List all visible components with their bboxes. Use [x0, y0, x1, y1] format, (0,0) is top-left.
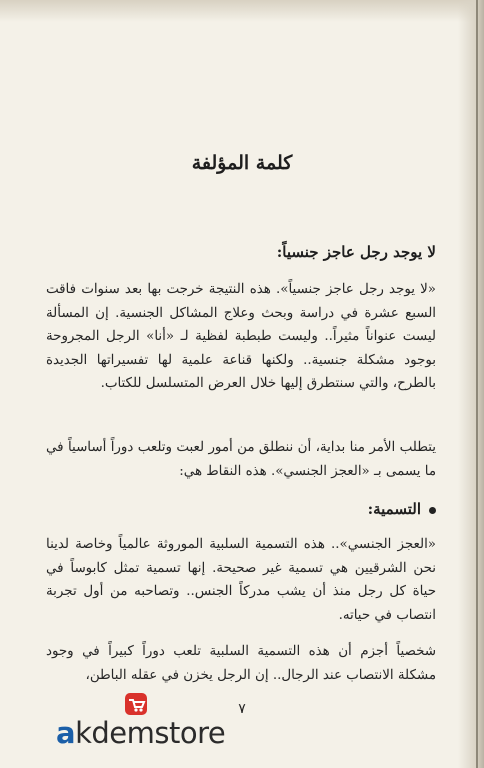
paragraph-2: يتطلب الأمر منا بداية، أن ننطلق من أمور لعبت وتلعب دوراً أساسياً في ما يسمى بـ «العجز الجنسي». هذه النقاط هي:	[46, 440, 436, 479]
bullet-paragraph-2: شخصياً أجزم أن هذه التسمية السلبية تلعب دوراً كبيراً في وجود مشكلة الانتصاب عند الرجال.. إن الرجل يخزن في عقله الباطن،	[46, 644, 436, 683]
watermark-prefix: a	[56, 716, 76, 750]
bullet-paragraph-1: «العجز الجنسي».. هذه التسمية السلبية الموروثة عالمياً وخاصة لدينا نحن الشرقيين هي تسمية غير صحيحة. إنها تسمية تمثل كابوساً في حياة كل رجل منذ أن يشب مدركاً الجنس.. وتصاحبه من أول تجربة انتصاب في حياته.	[46, 537, 436, 623]
book-spine-edge	[458, 0, 484, 768]
section-heading: لا يوجد رجل عاجز جنسياً:	[276, 243, 436, 261]
watermark-rest: kdemstore	[75, 716, 226, 750]
bullet-icon	[429, 507, 436, 514]
book-spine-line	[476, 0, 478, 768]
paragraph-1: «لا يوجد رجل عاجز جنسياً». هذه النتيجة خرجت بها بعد سنوات فاقت السبع عشرة في دراسة وبحث وعلاج المشاكل الجنسية. إن المسألة ليست عنواناً مثيراً.. وليست طبطبة لفظية لـ «أنا» الرجل المجروحة بوجود مشكلة جنسية.. ولكنها قناعة علمية لها تفسيراتها الجديدة بالطرح، والتي سنتطرق إليها خلال العرض المتسلسل للكتاب.	[46, 282, 436, 392]
page-number: ٧	[238, 701, 246, 717]
watermark-text	[56, 716, 226, 750]
bullet-heading-row	[46, 500, 436, 518]
akdemstore-watermark	[56, 690, 226, 756]
book-cart-icon	[122, 690, 150, 718]
page-top-shadow	[0, 0, 484, 22]
bullet-heading: التسمية:	[367, 500, 421, 518]
chapter-title: كلمة المؤلفة	[191, 152, 293, 174]
